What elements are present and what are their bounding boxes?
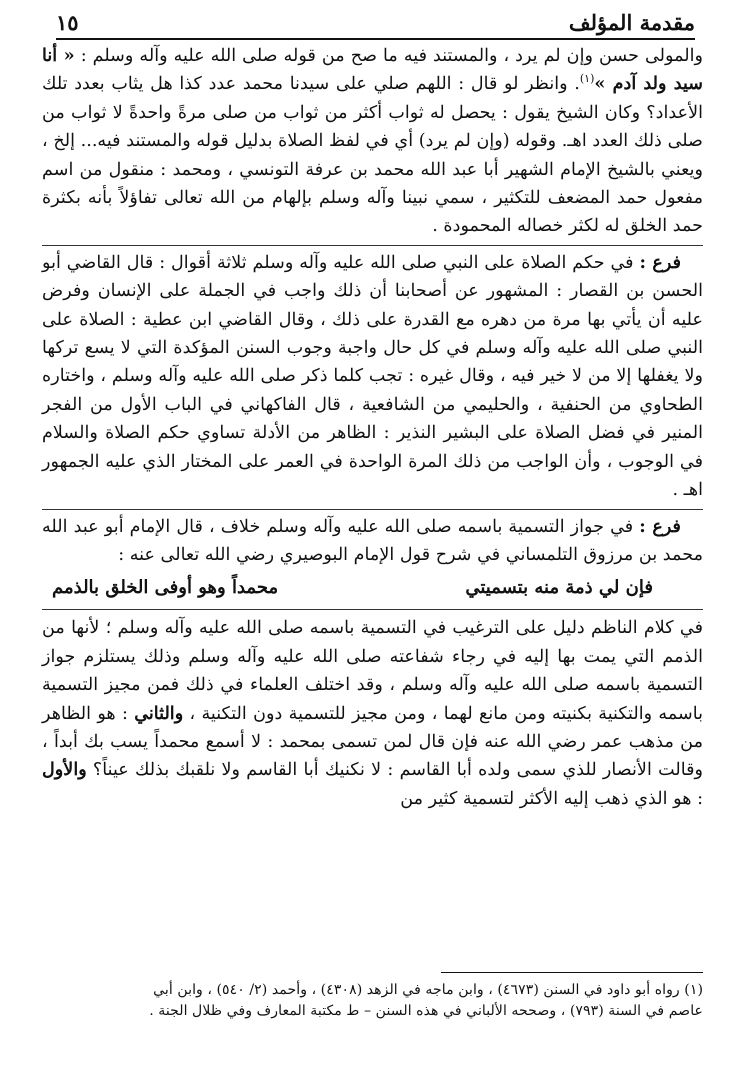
footnote-line-1: (١) رواه أبو داود في السنن (٤٦٧٣) ، وابن ماجه في الزهد (٤٣٠٨) ، وأحمد (٢/ ٥٤٠) ، وابن أبي — [153, 982, 703, 998]
page-header — [56, 4, 695, 40]
hadith-quote: « أنا سيد ولد آدم » — [42, 45, 703, 95]
footnote-rule — [441, 972, 703, 973]
paragraph-4-bold-first: والأول — [42, 759, 87, 781]
paragraph-4-text: في كلام الناظم دليل على الترغيب في التسمية باسمه صلى الله عليه وآله وسلم ؛ لأنها من الذمم التي يمت بها إليه في رجاء شفاعته صلى الله عليه وآله وسلم وذلك يستلزم جواز التسمية باسمه صلى الله عليه وآله وسلم ، وقد اختلف العلماء في ذلك فمن مجيز التسمية باسمه والتكنية بكنيته ومن مانع لهما ، ومن مجيز للتسمية دون التكنية ، — [42, 618, 703, 724]
poem-verse — [42, 569, 703, 610]
paragraph-3-lead: فرع : — [639, 515, 681, 537]
footnotes — [42, 980, 703, 1022]
paragraph-4 — [42, 614, 703, 813]
paragraph-1-tail: . وانظر لو قال : اللهم صلي على سيدنا محمد عدد كذا هل يثاب بعدد تلك الأعداد؟ وكان الشيخ يقول : يحصل له ثواب أكثر من ثواب من صلى مرةً واحدةً لا ثواب من صلى ذلك العدد اهـ. وقوله (وإن لم يرد) أي في لفظ الصلاة بدليل قوله والمستند فيه... إلخ ، ويعني بالشيخ الإمام الشهير أبا عبد الله محمد بن عرفة التونسي ، ومحمد : منقول من اسم مفعول حمد المضعف للتكثير ، سمي نبينا وآله وسلم بإلهام من الله تعالى تفاؤلاً بأنه بكثرة حمد الخلق له لكثر خصاله المحمودة . — [42, 74, 703, 237]
running-title: مقدمة المؤلف — [568, 10, 695, 35]
footnote-line-2: عاصم في السنة (٧٩٣) ، وصححه الألباني في هذه السنن – ط مكتبة المعارف وفي ظلال الجنة . — [149, 1003, 703, 1019]
paragraph-3 — [42, 509, 703, 570]
paragraph-2 — [42, 245, 703, 505]
paragraph-4-tail-2: : هو الذي ذهب إليه الأكثر لتسمية كثير من — [400, 788, 703, 809]
paragraph-4-tail: : هو الظاهر من مذهب عمر رضي الله عنه فإن قال لمن تسمى بمحمد : لا أسمع محمداً يسب بك أبداً ، وقالت الأنصار للذي سمى ولده أبا القاسم : لا نكنيك أبا القاسم ولا نلقبك بذلك عيناً؟ — [42, 703, 703, 781]
footnote-ref-1: (١) — [579, 72, 595, 86]
paragraph-2-text: في حكم الصلاة على النبي صلى الله عليه وآله وسلم ثلاثة أقوال : قال القاضي أبو الحسن بن القصار : المشهور عن أصحابنا أن ذلك واجب في الجملة على الإنسان وفرض عليه أن يأتي بها مرة من دهره مع القدرة على ذلك ، وقال القاضي ابن عطية : الصلاة على النبي صلى الله عليه وآله وسلم في كل حال واجبة وجوب السنن المؤكدة التي لا يسع تركها ولا يغفلها إلا من لا خير فيه ، وقال غيره : تجب كلما ذكر صلى الله عليه وآله وسلم ، واختاره الطحاوي من الحنفية ، والحليمي من الشافعية ، قال الفاكهاني في الباب الأول من الفجر المنير في فضل الصلاة على البشير النذير : الظاهر من الأدلة تساوي حكم الصلاة والسلام في الوجوب ، وأن الواجب من ذلك المرة الواحدة في العمر على المختار الذي عليه الجمهور اهـ . — [42, 252, 703, 501]
main-text — [42, 42, 703, 813]
paragraph-4-bold-second: والثاني — [134, 702, 184, 724]
paragraph-3-text: في جواز التسمية باسمه صلى الله عليه وآله وسلم خلاف ، قال الإمام أبو عبد الله محمد بن مرزوق التلمساني في شرح قول الإمام البوصيري رضي الله تعالى عنه : — [42, 516, 703, 565]
paragraph-1-text: والمولى حسن وإن لم يرد ، والمستند فيه ما صح من قوله صلى الله عليه وآله وسلم : — [74, 46, 703, 66]
verse-second-hemistich: محمداً وهو أوفى الخلق بالذمم — [52, 577, 279, 599]
paragraph-2-lead: فرع : — [639, 251, 681, 273]
paragraph-1 — [42, 42, 703, 241]
verse-first-hemistich: فإن لي ذمة منه بتسميتي — [465, 577, 653, 599]
page-number: ١٥ — [56, 10, 79, 35]
